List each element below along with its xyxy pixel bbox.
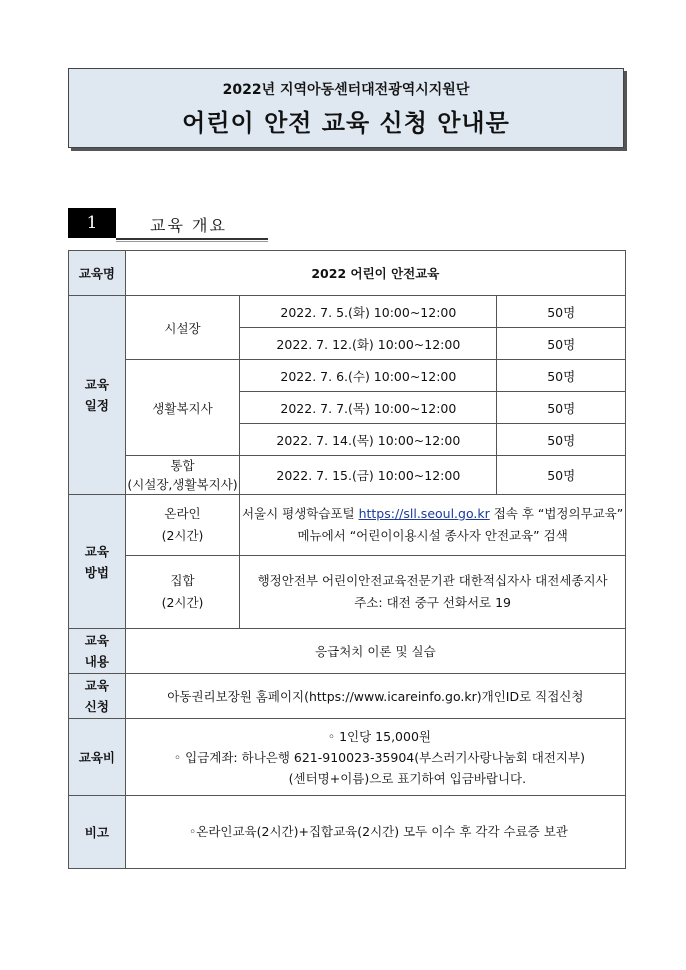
fee-account: ◦ 입금계좌: 하나은행 621-910023-35904(부스러기사랑나눔회 대전지부) <box>173 749 585 765</box>
section-underline <box>116 238 268 240</box>
section-title: 교육 개요 <box>150 216 227 235</box>
online-method-description <box>240 495 626 556</box>
fee-per-person: ◦ 1인당 15,000원 <box>327 728 431 744</box>
schedule-place: 통합 (시설장,생활복지사) <box>125 456 240 495</box>
schedule-date: 2022. 7. 14.(목) 10:00~12:00 <box>240 424 497 456</box>
apply-method: 아동권리보장원 홈페이지(https://www.icareinfo.go.kr)개인ID로 직접신청 <box>125 674 625 719</box>
fee-label: 교육비 <box>69 719 126 796</box>
course-content: 응급처치 이론 및 실습 <box>125 629 625 674</box>
online-text-after: 접속 후 “법정의무교육” 메뉴에서 “어린이이용시설 종사자 안전교육” 검색 <box>297 506 624 543</box>
schedule-capacity: 50명 <box>497 328 626 360</box>
online-method-label: 온라인 (2시간) <box>125 495 240 556</box>
section-heading <box>68 208 268 238</box>
content-label: 교육 내용 <box>69 629 126 674</box>
schedule-date: 2022. 7. 7.(목) 10:00~12:00 <box>240 392 497 424</box>
offline-method-label: 집합 (2시간) <box>125 556 240 629</box>
schedule-place: 시설장 <box>125 296 240 360</box>
schedule-capacity: 50명 <box>497 424 626 456</box>
document-subtitle: 2022년 지역아동센터대전광역시지원단 <box>222 82 470 98</box>
document-title: 어린이 안전 교육 신청 안내문 <box>182 109 510 137</box>
schedule-capacity: 50명 <box>497 392 626 424</box>
document-title-box <box>68 68 624 148</box>
schedule-date: 2022. 7. 6.(수) 10:00~12:00 <box>240 360 497 392</box>
fee-details <box>125 719 625 796</box>
course-name-label: 교육명 <box>69 251 126 296</box>
schedule-capacity: 50명 <box>497 456 626 495</box>
schedule-date: 2022. 7. 12.(화) 10:00~12:00 <box>240 328 497 360</box>
schedule-label: 교육 일정 <box>69 296 126 495</box>
section-underline-thin <box>116 241 268 242</box>
note-text: ◦온라인교육(2시간)+집합교육(2시간) 모두 이수 후 각각 수료증 보관 <box>125 796 625 869</box>
course-name: 2022 어린이 안전교육 <box>125 251 625 296</box>
offline-address: 주소: 대전 중구 선화서로 19 <box>354 595 511 610</box>
fee-instruction: (센터명+이름)으로 표기하여 입금바랍니다. <box>288 770 527 786</box>
online-portal-link[interactable]: https://sll.seoul.go.kr <box>358 506 490 521</box>
schedule-date: 2022. 7. 15.(금) 10:00~12:00 <box>240 456 497 495</box>
apply-label: 교육 신청 <box>69 674 126 719</box>
schedule-place: 생활복지사 <box>125 360 240 456</box>
schedule-date: 2022. 7. 5.(화) 10:00~12:00 <box>240 296 497 328</box>
note-label: 비고 <box>69 796 126 869</box>
schedule-capacity: 50명 <box>497 360 626 392</box>
offline-method-description <box>240 556 626 629</box>
online-text-before: 서울시 평생학습포털 <box>241 506 359 521</box>
section-number: 1 <box>68 208 116 238</box>
offline-org: 행정안전부 어린이안전교육전문기관 대한적십자사 대전세종지사 <box>257 573 608 588</box>
course-overview-table <box>68 250 626 869</box>
schedule-capacity: 50명 <box>497 296 626 328</box>
method-label: 교육 방법 <box>69 495 126 629</box>
